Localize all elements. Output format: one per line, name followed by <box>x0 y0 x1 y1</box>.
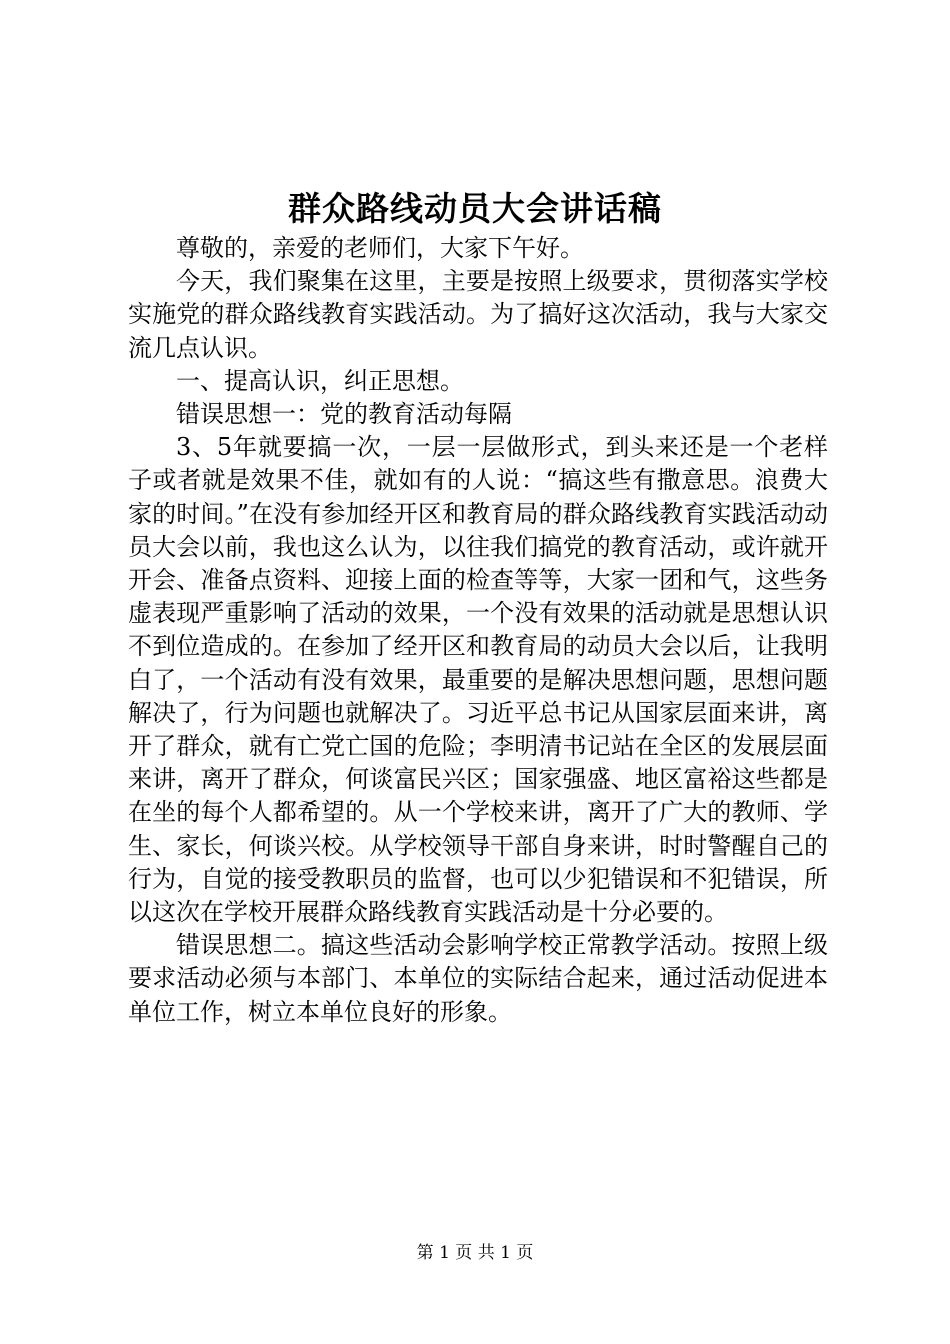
paragraph-greeting: 尊敬的，亲爱的老师们，大家下午好。 <box>176 234 584 262</box>
document-title: 群众路线动员大会讲话稿 <box>288 189 662 228</box>
paragraph-intro: 今天，我们聚集在这里，主要是按照上级要求，贯彻落实学校实施党的群众路线教育实践活动。为了搞好这次活动，我与大家交流几点认识。 <box>128 267 828 362</box>
paragraph-wrong-thought-one: 错误思想一：党的教育活动每隔 <box>176 400 512 429</box>
paragraph-wrong-thought-one-detail: 3、5年就要搞一次，一层一层做形式，到头来还是一个老样子或者就是效果不佳，就如有的人说：“搞这些有撒意思。浪费大家的时间。”在没有参加经开区和教育局的群众路线教育实践活动动员大会以前，我也这么认为，以往我们搞党的教育活动，或许就开开会、准备点资料、迎接上面的检查等等，大家一团和气，这些务虚表现严重影响了活动的效果，一个没有效果的活动就是思想认识不到位造成的。在参加了经开区和教育局的动员大会以后，让我明白了，一个活动有没有效果，最重要的是解决思想问题，思想问题解决了，行为问题也就解决了。习近平总书记从国家层面来讲，离开了群众，就有亡党亡国的危险；李明清书记站在全区的发展层面来讲，离开了群众，何谈富民兴区；国家强盛、地区富裕这些都是在坐的每个人都希望的。从一个学校来讲，离开了广大的教师、学生、家长，何谈兴校。从学校领导干部自身来讲，时时警醒自己的行为，自觉的接受教职员的监督，也可以少犯错误和不犯错误，所以这次在学校开展群众路线教育实践活动是十分必要的。 <box>128 433 828 927</box>
paragraph-wrong-thought-two: 错误思想二。搞这些活动会影响学校正常教学活动。按照上级要求活动必须与本部门、本单位的实际结合起来，通过活动促进本单位工作，树立本单位良好的形象。 <box>128 931 828 1026</box>
paragraph-section-heading: 一、提高认识，纠正思想。 <box>176 366 464 395</box>
page-footer: 第 1 页 共 1 页 <box>416 1243 534 1263</box>
document-body <box>128 232 828 1029</box>
